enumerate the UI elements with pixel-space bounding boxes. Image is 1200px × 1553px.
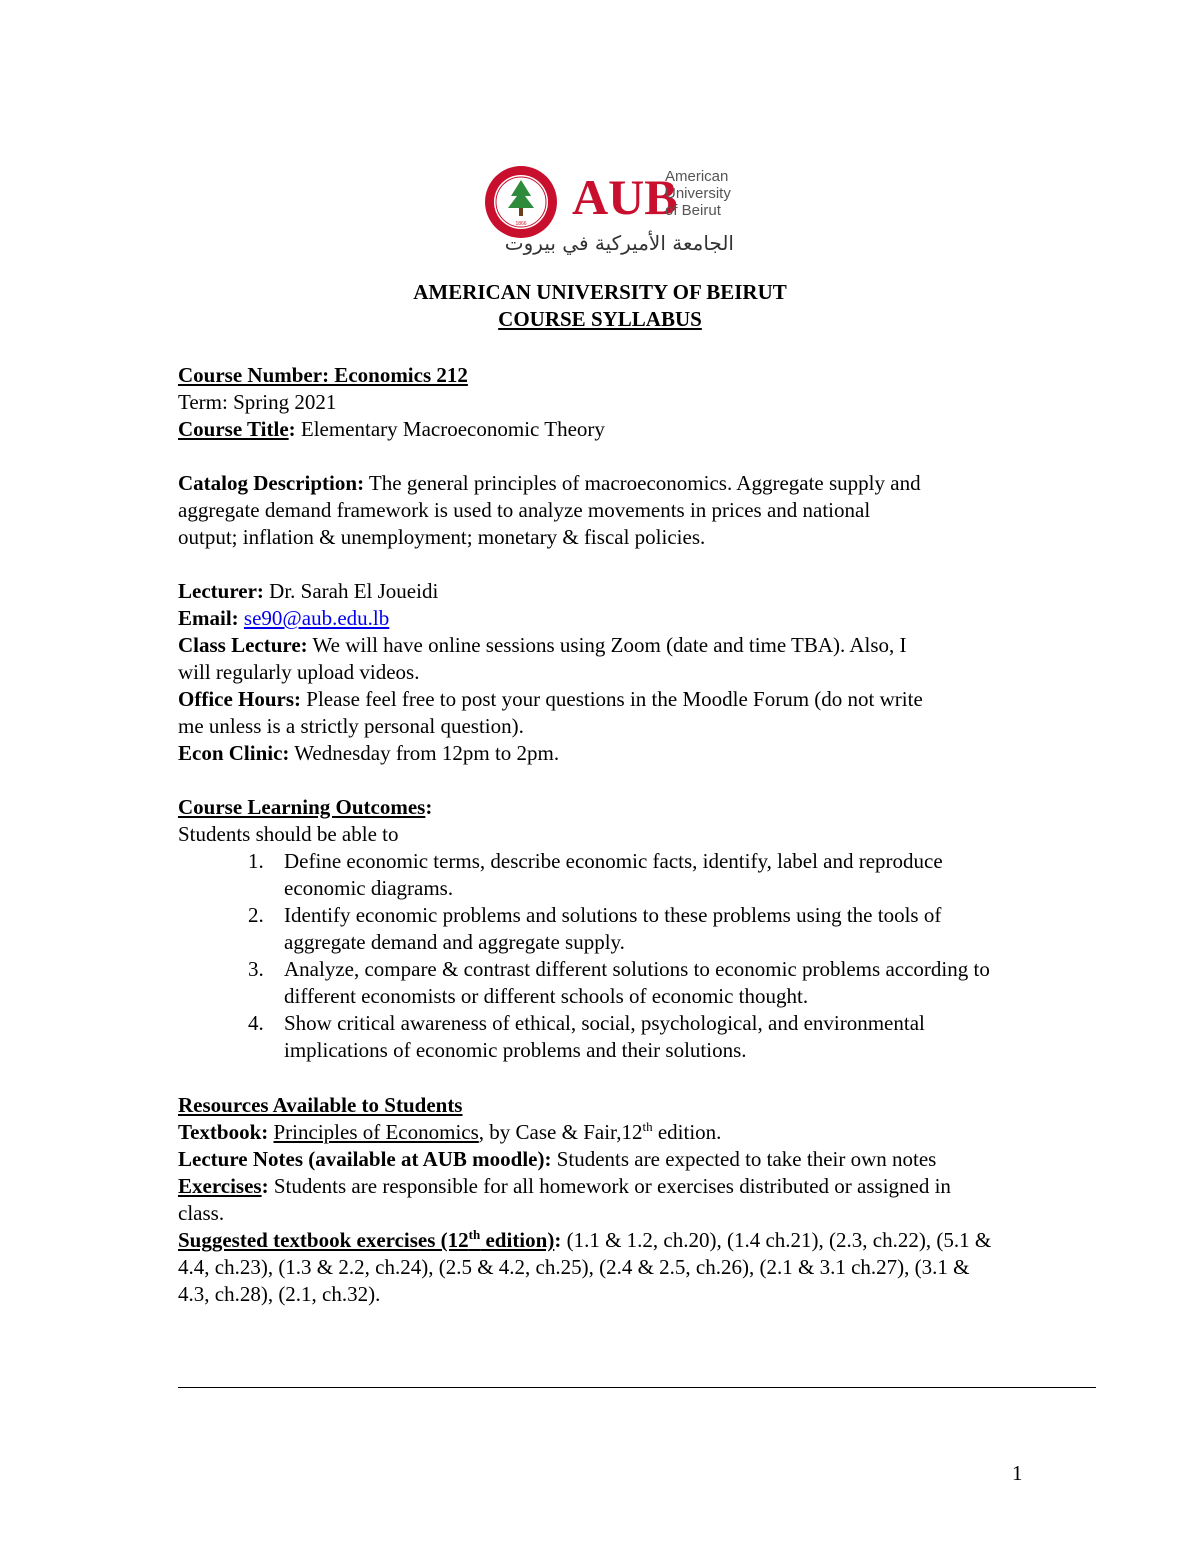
email-link[interactable]: se90@aub.edu.lb <box>243 606 390 630</box>
exercises-line: class. <box>178 1201 225 1225</box>
list-item-number: 4. <box>248 1011 264 1035</box>
svg-text:1866: 1866 <box>515 221 527 227</box>
catalog-description-line: aggregate demand framework is used to analyze movements in prices and national <box>178 498 871 522</box>
list-item: different economists or different schools of economic thought. <box>284 984 809 1008</box>
exercises: Exercises: Students are responsible for all homework or exercises distributed or assigned in <box>178 1174 951 1198</box>
list-item: economic diagrams. <box>284 876 454 900</box>
list-item: Show critical awareness of ethical, social, psychological, and environmental <box>284 1011 925 1035</box>
list-item-number: 3. <box>248 957 264 981</box>
list-item: implications of economic problems and their solutions. <box>284 1038 747 1062</box>
lecturer: Lecturer: Dr. Sarah El Joueidi <box>178 579 439 603</box>
suggested-exercises: Suggested textbook exercises (12th edition): (1.1 & 1.2, ch.20), (1.4 ch.21), (2.3, ch.22), (5.1 & <box>178 1227 992 1252</box>
office-hours-line: me unless is a strictly personal question). <box>178 714 524 738</box>
aub-logo <box>484 162 744 262</box>
class-lecture: Class Lecture: We will have online sessions using Zoom (date and time TBA). Also, I <box>178 633 907 657</box>
aub-seal-icon <box>484 162 744 262</box>
course-number: Course Number: Economics 212 <box>178 363 468 387</box>
class-lecture-line: will regularly upload videos. <box>178 660 420 684</box>
page-number: 1 <box>1012 1461 1023 1485</box>
svg-text:University: University <box>665 185 731 202</box>
svg-text:American: American <box>665 168 729 185</box>
university-heading: AMERICAN UNIVERSITY OF BEIRUT <box>413 280 787 304</box>
resources-heading: Resources Available to Students <box>178 1093 463 1117</box>
office-hours: Office Hours: Please feel free to post your questions in the Moodle Forum (do not write <box>178 687 923 711</box>
outcomes-intro: Students should be able to <box>178 822 399 846</box>
catalog-description: Catalog Description: The general principles of macroeconomics. Aggregate supply and <box>178 471 921 495</box>
page-title: COURSE SYLLABUS <box>498 307 702 331</box>
list-item: Analyze, compare & contrast different solutions to economic problems according to <box>284 957 990 981</box>
course-term: Term: Spring 2021 <box>178 390 337 414</box>
footer-divider <box>178 1387 1096 1388</box>
list-item: aggregate demand and aggregate supply. <box>284 930 625 954</box>
svg-text:AUB: AUB <box>572 169 678 225</box>
course-title: Course Title: Elementary Macroeconomic Theory <box>178 417 605 441</box>
list-item-number: 1. <box>248 849 264 873</box>
catalog-description-line: output; inflation & unemployment; monetary & fiscal policies. <box>178 525 706 549</box>
outcomes-heading: Course Learning Outcomes: <box>178 795 433 819</box>
list-item-number: 2. <box>248 903 264 927</box>
suggested-exercises-line: 4.3, ch.28), (2.1, ch.32). <box>178 1282 381 1306</box>
svg-text:الجامعة الأميركية في بيروت: الجامعة الأميركية في بيروت <box>504 231 734 255</box>
suggested-exercises-line: 4.4, ch.23), (1.3 & 2.2, ch.24), (2.5 & 4.2, ch.25), (2.4 & 2.5, ch.26), (2.1 & 3.1 ch.27), (3.1 & <box>178 1255 970 1279</box>
list-item: Identify economic problems and solutions to these problems using the tools of <box>284 903 942 927</box>
list-item: Define economic terms, describe economic facts, identify, label and reproduce <box>284 849 943 873</box>
email: Email: se90@aub.edu.lb <box>178 606 390 630</box>
econ-clinic: Econ Clinic: Wednesday from 12pm to 2pm. <box>178 741 560 765</box>
textbook: Textbook: Principles of Economics, by Case & Fair,12th edition. <box>178 1119 722 1144</box>
lecture-notes: Lecture Notes (available at AUB moodle): Students are expected to take their own notes <box>178 1147 937 1171</box>
svg-text:of Beirut: of Beirut <box>665 202 721 219</box>
